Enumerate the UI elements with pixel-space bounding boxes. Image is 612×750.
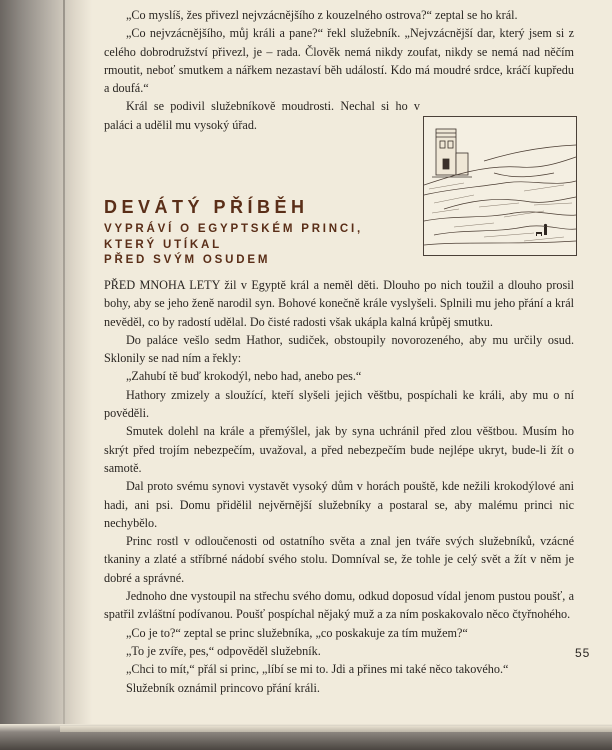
paragraph: „Co nejvzácnějšího, můj králi a pane?“ řekl služebník. „Nejvzácnější dar, který jsem si z celého dobrodružství přivezl, je – rada. Člověk nemá nikdy zoufat, nikdy se nemá nad něčím rmoutit, neboť smutkem a nářkem nezastaví běh událostí. Kdo má moudré srdce, kráčí kupředu a doufá.“ — [104, 26, 574, 96]
paragraph: Král se podivil služebníkově moudrosti. Nechal si ho v paláci a udělil mu vysoký úřad. — [104, 99, 420, 132]
paragraph: Služebník oznámil princovo přání králi. — [126, 680, 320, 695]
paragraph: Princ rostl v odloučenosti od ostatního světa a znal jen tváře svých služebníků, vzácné tkaniny a zlaté a stříbrné nádobí svého stolu. Domníval se, že tohle je celý svět a žít v něm je dobré a správné. — [104, 534, 574, 585]
illustration-drawing — [424, 117, 576, 255]
chapter-heading — [104, 196, 404, 269]
chapter-subtitle-line: KTERÝ UTÍKAL — [104, 238, 222, 251]
paragraph: Jednoho dne vystoupil na střechu svého domu, odkud doposud vídal jenom pustou poušť, a spatřil zvláštní podívanou. Poušť pospíchal nějaký muž a za ním poskakovalo něco čtyřnohého. — [104, 589, 574, 622]
paragraph: „Co je to?“ zeptal se princ služebníka, „co poskakuje za tím mužem?“ — [126, 625, 468, 640]
paragraph: Hathory zmizely a sloužící, kteří slyšeli jejich věštbu, pospíchali ke králi, aby mu o ní pověděli. — [104, 387, 574, 421]
paragraph: Dal proto svému synovi vystavět vysoký dům v horách pouště, kde nežili krokodýlové ani hadi, ani psi. Domu přidělil nejvěrnější služebníky a postaral se, aby malému princi nic nechybělo. — [104, 479, 574, 530]
paragraph: „To je zvíře, pes,“ odpověděl služebník. — [126, 643, 321, 658]
gutter-fold — [63, 0, 65, 750]
chapter-subtitle-line: VYPRÁVÍ O EGYPTSKÉM PRINCI, — [104, 223, 363, 235]
chapter-text-block — [104, 276, 574, 697]
chapter-title: DEVÁTÝ PŘÍBĚH — [104, 197, 309, 217]
paragraph: Do paláce vešlo sedm Hathor, sudiček, obstoupily novorozeného, aby mu určily osud. Sklonily se nad ním a řekly: — [104, 332, 574, 366]
paragraph: Smutek dolehl na krále a přemýšlel, jak by syna uchránil před zlou věštbou. Musím ho skrýt před trojím nebezpečím, uvažoval, a před nebezpečím bude nejlépe ukryt, bude-li žít o samotě. — [104, 424, 574, 475]
page-stack-highlight — [60, 726, 612, 732]
book-gutter-shadow — [0, 0, 92, 750]
paragraph: „Co myslíš, žes přivezl nejvzácnějšího z kouzelného ostrova?“ zeptal se ho král. — [126, 8, 518, 22]
top-text-block — [104, 6, 574, 134]
paragraph: „Chci to mít,“ přál si princ, „líbí se mi to. Jdi a přines mi také něco takového.“ — [126, 662, 509, 677]
desert-tower-illustration — [423, 116, 577, 256]
paragraph: „Zahubí tě buď krokodýl, nebo had, anebo pes.“ — [126, 369, 362, 384]
chapter-subtitle-line: PŘED SVÝM OSUDEM — [104, 254, 271, 266]
paragraph: PŘED MNOHA LETY žil v Egyptě král a neměl děti. Dlouho po nich toužil a dlouho prosil bohy, aby se jeho ženě narodil syn. Bohové konečně krále vyslyšeli. Splnili mu jeho přání a král nevěděl, co by radostí udělal. Do čisté radosti však ukápla kalná krůpěj smutku. — [104, 278, 574, 329]
page-number: 55 — [575, 646, 591, 660]
